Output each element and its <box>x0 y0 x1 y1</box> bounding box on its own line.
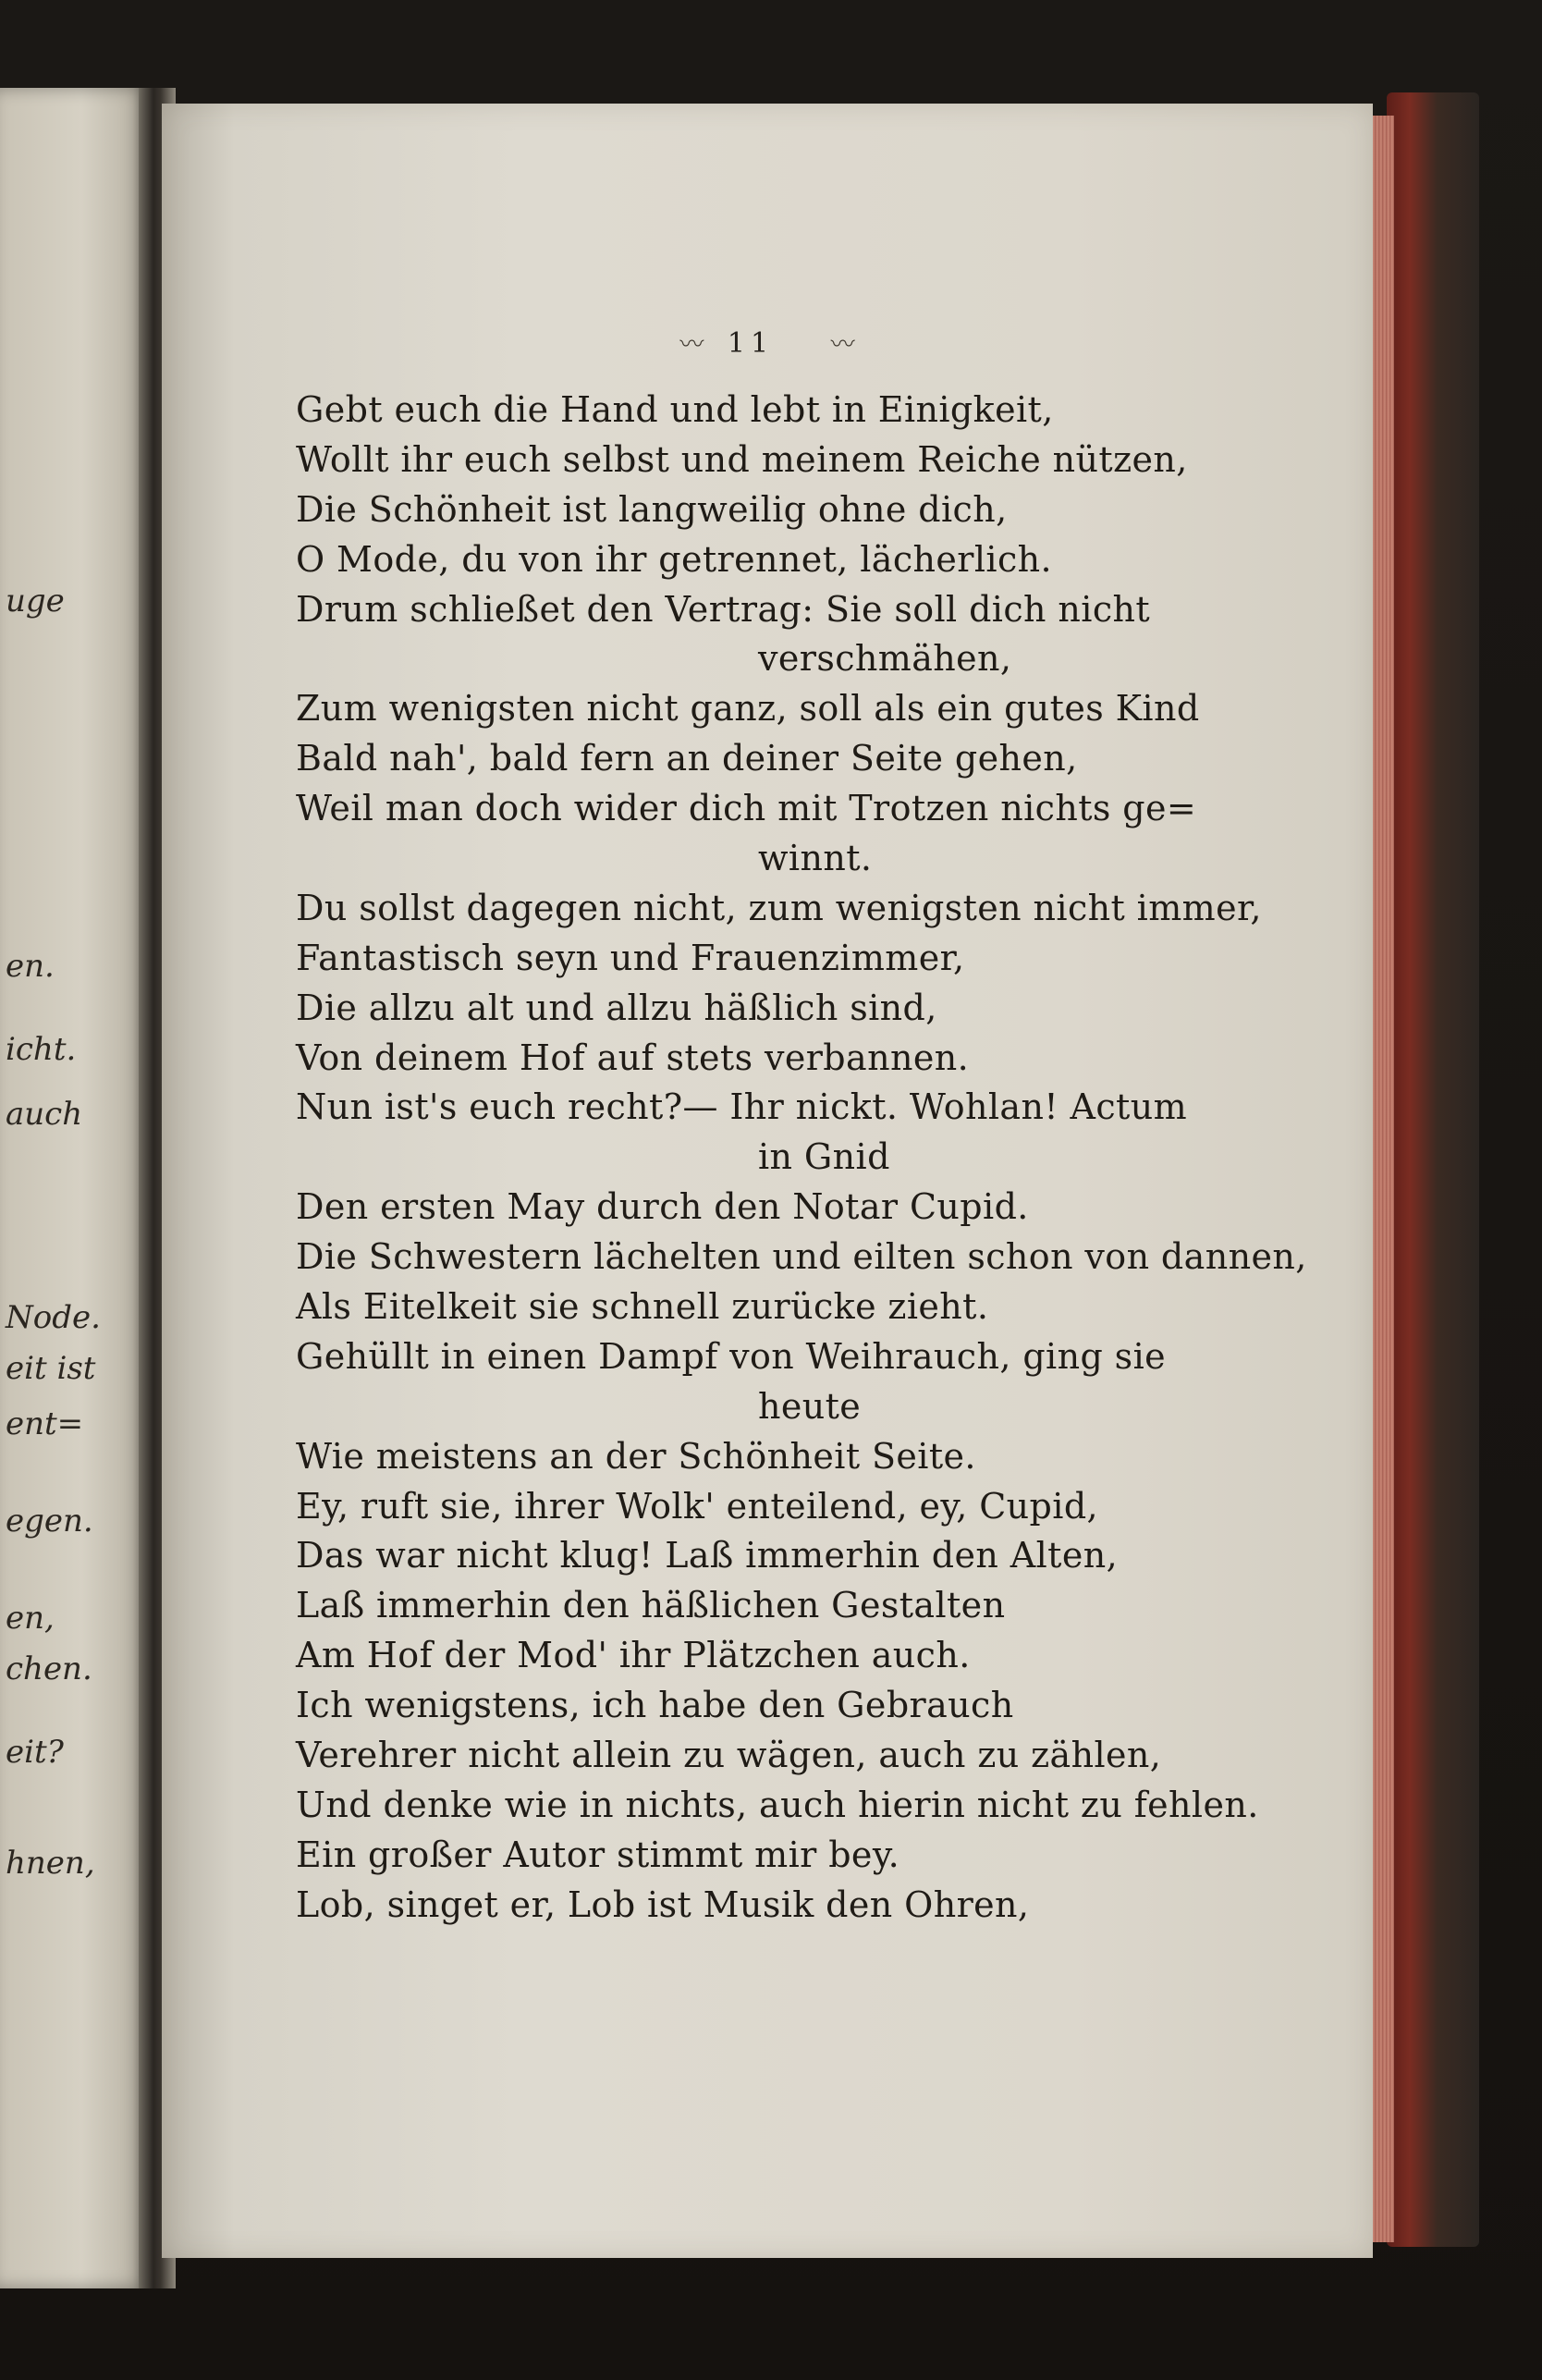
verse-line: Von deinem Hof auf stets verbannen. <box>296 1037 970 1078</box>
verse-line: Und denke wie in nichts, auch hierin nicht zu fehlen. <box>296 1784 1259 1825</box>
verse-block <box>296 386 1313 1931</box>
left-page-fragment: eit ist <box>6 1350 96 1387</box>
verse-line: Ey, ruft sie, ihrer Wolk' enteilend, ey, Cupid, <box>296 1485 1099 1527</box>
left-page-fragment: ent= <box>6 1405 84 1442</box>
book-cover-edge <box>1387 92 1479 2247</box>
verse-line: Weil man doch wider dich mit Trotzen nichts ge= <box>296 788 1197 829</box>
verse-line: Als Eitelkeit sie schnell zurücke zieht. <box>296 1286 989 1328</box>
verse-line: Nun ist's euch recht?— Ihr nickt. Wohlan! Actum <box>296 1086 1188 1128</box>
book-page <box>162 104 1373 2258</box>
verse-line: Verehrer nicht allein zu wägen, auch zu zählen, <box>296 1735 1162 1776</box>
left-page-fragment: hnen, <box>6 1845 95 1882</box>
verse-line: Die Schwestern lächelten und eilten schon von dannen, <box>296 1236 1307 1278</box>
verse-line: Am Hof der Mod' ihr Plätzchen auch. <box>296 1635 971 1676</box>
left-page-fragment: icht. <box>6 1031 77 1068</box>
verse-line-continuation: verschmähen, <box>758 638 1012 680</box>
verse-line: Ein großer Autor stimmt mir bey. <box>296 1834 900 1875</box>
verse-line: Gehüllt in einen Dampf von Weihrauch, ging sie <box>296 1335 1167 1377</box>
verse-line-continuation: winnt. <box>758 838 873 879</box>
verse-line-continuation: in Gnid <box>758 1136 890 1178</box>
verse-line: Lob, singet er, Lob ist Musik den Ohren, <box>296 1883 1030 1925</box>
verse-line: Fantastisch seyn und Frauenzimmer, <box>296 937 965 978</box>
left-page-fragment: chen. <box>6 1650 92 1687</box>
verse-line: Bald nah', bald fern an deiner Seite gehen, <box>296 738 1078 779</box>
page-number: 11 <box>727 327 775 360</box>
verse-line: Das war nicht klug! Laß immerhin den Alten, <box>296 1535 1119 1576</box>
verse-line: Du sollst dagegen nicht, zum wenigsten nicht immer, <box>296 887 1262 928</box>
verse-line: Den ersten May durch den Notar Cupid. <box>296 1186 1029 1228</box>
verse-line: O Mode, du von ihr getrennet, lächerlich. <box>296 538 1052 580</box>
verse-line: Die Schönheit ist langweilig ohne dich, <box>296 488 1008 530</box>
verse-line: Ich wenigstens, ich habe den Gebrauch <box>296 1685 1014 1726</box>
verse-line: Laß immerhin den häßlichen Gestalten <box>296 1585 1006 1626</box>
left-page-fragment: auch <box>6 1096 83 1133</box>
left-page-fragment: egen. <box>6 1503 93 1540</box>
left-page-fragment: Node. <box>6 1299 101 1336</box>
ornament-left-icon: 〰 <box>679 331 704 359</box>
left-page-fragment: en, <box>6 1600 55 1637</box>
ornament-right-icon: 〰 <box>830 331 855 359</box>
verse-line: Wollt ihr euch selbst und meinem Reiche nützen, <box>296 438 1188 480</box>
verse-line: Die allzu alt und allzu häßlich sind, <box>296 987 937 1028</box>
verse-line: Drum schließet den Vertrag: Sie soll dich nicht <box>296 588 1151 630</box>
left-page-fragment: eit? <box>6 1734 64 1771</box>
left-facing-page <box>0 88 148 2288</box>
verse-line: Gebt euch die Hand und lebt in Einigkeit, <box>296 389 1054 430</box>
verse-line: Wie meistens an der Schönheit Seite. <box>296 1435 976 1477</box>
left-page-fragment: uge <box>6 583 65 620</box>
verse-line-continuation: heute <box>758 1385 862 1427</box>
page-header <box>162 325 1373 360</box>
verse-line: Zum wenigsten nicht ganz, soll als ein gutes Kind <box>296 688 1200 730</box>
left-page-fragment: en. <box>6 948 55 985</box>
